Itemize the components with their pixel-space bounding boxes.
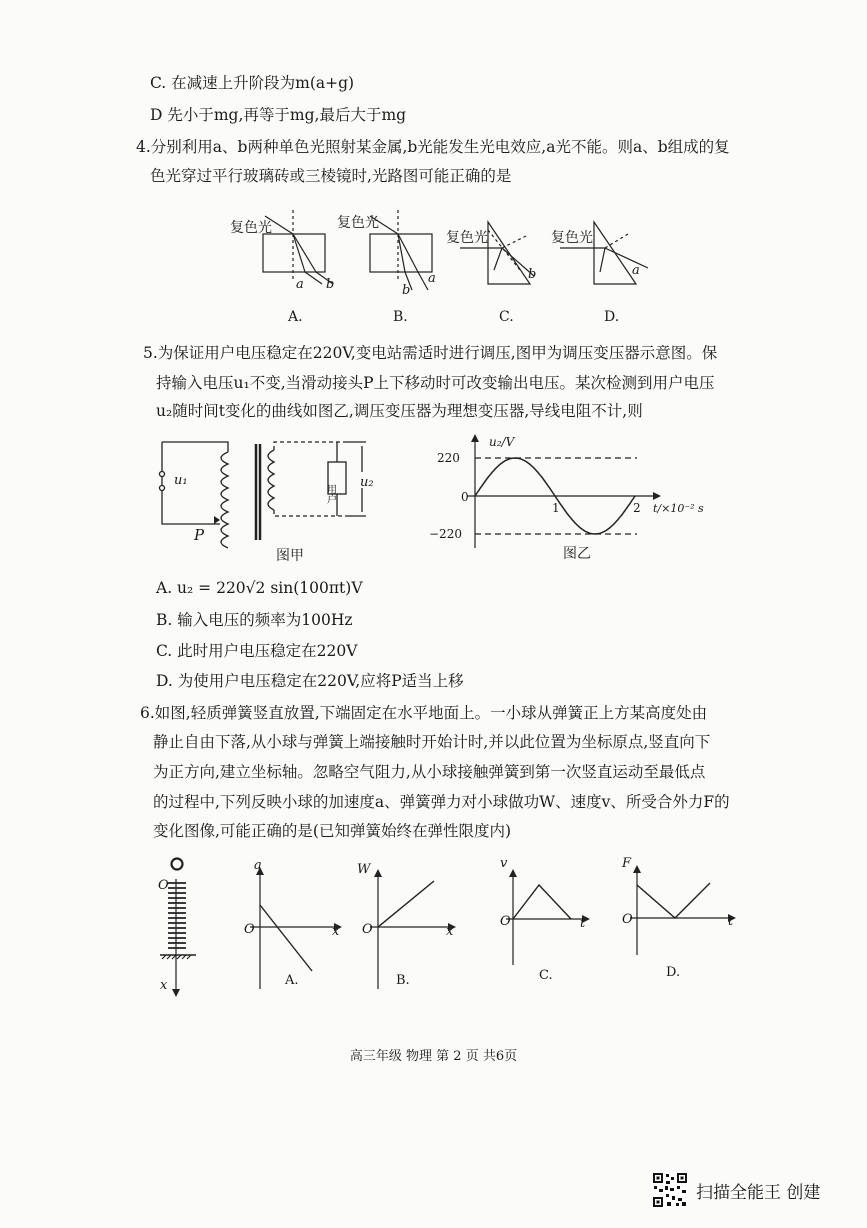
q4-fig-d-label: 复色光 — [551, 230, 593, 246]
q5-stem-line2: 持输入电压u₁不变,当滑动接头P上下移动时可改变输出电压。某次检测到用户电压 — [156, 374, 715, 392]
xtick-1: 1 — [552, 501, 560, 515]
q4-option-a: A. — [288, 309, 303, 325]
qr-code-icon — [652, 1172, 688, 1208]
q5-stem-line1: 5.为保证用户电压稳定在220V,变电站需适时进行调压,图甲为调压变压器示意图。保 — [143, 344, 718, 362]
q5-option-c: C. 此时用户电压稳定在220V — [156, 642, 358, 660]
q5-voltage-chart — [425, 432, 704, 562]
q4-fig-c-label: 复色光 — [446, 230, 488, 246]
q5-u2-label: u₂ — [360, 475, 374, 490]
q4-fig-b-label: 复色光 — [337, 215, 379, 231]
q6-stem-line1: 6.如图,轻质弹簧竖直放置,下端固定在水平地面上。一小球从弹簧正上方某高度处由 — [140, 704, 708, 722]
camscanner-watermark — [652, 1172, 820, 1208]
q4-fig-b-ray-b: b — [402, 283, 411, 298]
graph-c-ylabel: v — [500, 856, 508, 871]
graph-a-option: A. — [285, 973, 299, 988]
graph-b-xlabel: x — [446, 924, 454, 939]
graph-b-ylabel: W — [357, 862, 371, 877]
q4-fig-a-ray-a: a — [296, 277, 304, 292]
q5-option-b: B. 输入电压的频率为100Hz — [156, 611, 353, 629]
q3-option-c: C. 在减速上升阶段为m(a+g) — [150, 74, 355, 92]
q5-transformer-diagram — [150, 432, 410, 562]
graph-c-xlabel: t — [580, 916, 586, 931]
spring-x-label: x — [160, 978, 168, 993]
q4-option-d: D. — [604, 309, 620, 325]
q4-figure — [0, 200, 867, 330]
q5-p-label: P — [194, 526, 205, 544]
page-footer: 高三年级 物理 第 2 页 共6页 — [349, 1049, 518, 1064]
graph-a-origin: O — [244, 922, 255, 937]
q4-stem-line1: 4.分别利用a、b两种单色光照射某金属,b光能发生光电效应,a光不能。则a、b组成的复 — [136, 138, 730, 156]
spring-origin-label: O — [158, 878, 169, 893]
graph-d-origin: O — [622, 912, 633, 927]
q5-stem-line3: u₂随时间t变化的曲线如图乙,调压变压器为理想变压器,导线电阻不计,则 — [156, 402, 643, 420]
q4-fig-b-ray-a: a — [428, 271, 436, 286]
graph-c-origin: O — [500, 914, 511, 929]
ytick-zero: 0 — [461, 490, 469, 504]
q4-option-c: C. — [499, 309, 514, 325]
xtick-2: 2 — [633, 501, 641, 515]
q6-stem-line2: 静止自由下落,从小球与弹簧上端接触时开始计时,并以此位置为坐标原点,竖直向下 — [153, 733, 711, 751]
graph-a-ylabel: a — [254, 858, 262, 873]
watermark-text: 扫描全能王 创建 — [696, 1182, 821, 1203]
graph-d-xlabel: t — [728, 914, 734, 929]
q4-stem-line2: 色光穿过平行玻璃砖或三棱镜时,光路图可能正确的是 — [150, 167, 512, 185]
q5-option-d: D. 为使用户电压稳定在220V,应将P适当上移 — [156, 672, 464, 690]
q6-stem-line5: 变化图像,可能正确的是(已知弹簧始终在弹性限度内) — [153, 822, 512, 840]
q6-stem-line3: 为正方向,建立坐标轴。忽略空气阻力,从小球接触弹簧到第一次竖直运动至最低点 — [153, 763, 706, 781]
q4-fig-a-ray-b: b — [326, 277, 335, 292]
graph-c-option: C. — [539, 968, 553, 983]
q3-option-d: D 先小于mg,再等于mg,最后大于mg — [150, 106, 407, 124]
q5-u1-label: u₁ — [174, 473, 188, 488]
q5-fig2-caption: 图乙 — [563, 546, 591, 562]
chart-xlabel: t/×10⁻² s — [653, 502, 704, 515]
graph-d-option: D. — [666, 965, 681, 980]
graph-a-xlabel: x — [332, 924, 340, 939]
graph-b-option: B. — [396, 973, 410, 988]
ytick-top: 220 — [437, 451, 460, 465]
q4-fig-a-label: 复色光 — [230, 220, 272, 236]
q6-figure — [0, 855, 867, 1005]
q6-stem-line4: 的过程中,下列反映小球的加速度a、弹簧弹力对小球做功W、速度v、所受合外力F的 — [153, 793, 730, 811]
q4-fig-c-ray-b: b — [528, 267, 537, 282]
q4-option-b: B. — [393, 309, 408, 325]
chart-ylabel: u₂/V — [489, 435, 515, 449]
graph-d-ylabel: F — [622, 856, 632, 871]
q5-user-label: 用户 — [324, 484, 336, 504]
graph-b-origin: O — [362, 922, 373, 937]
q5-fig1-caption: 图甲 — [276, 548, 304, 564]
q5-option-a: A. u₂ = 220√2 sin(100πt)V — [156, 579, 363, 597]
ytick-bottom: −220 — [429, 527, 462, 541]
q4-fig-d-ray-a: a — [632, 263, 640, 278]
